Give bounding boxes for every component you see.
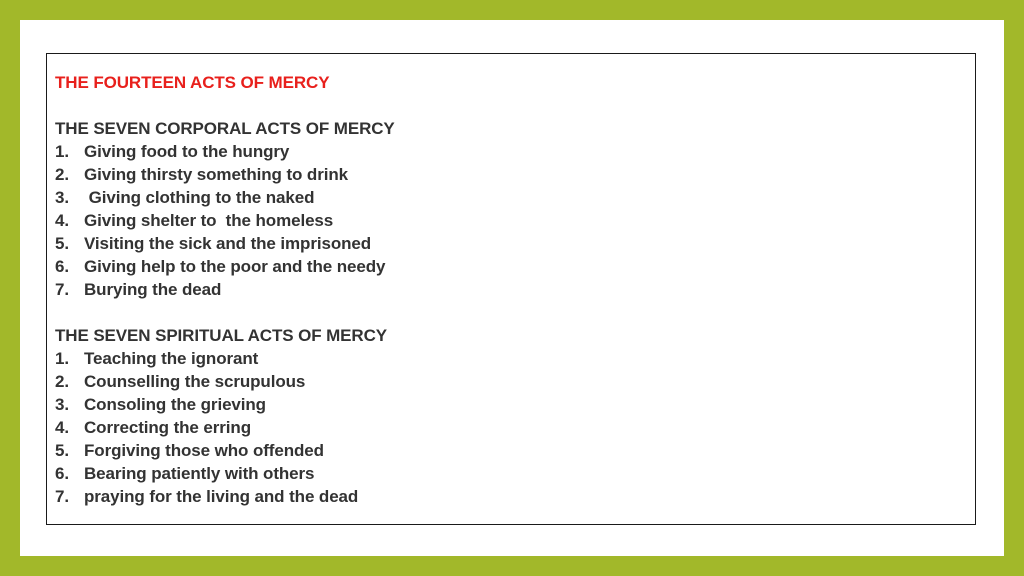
item-text: Visiting the sick and the imprisoned xyxy=(84,234,372,253)
item-number: 5. xyxy=(55,234,69,253)
content-box xyxy=(46,53,976,525)
item-text: Giving food to the hungry xyxy=(84,142,290,161)
list-item xyxy=(55,347,967,370)
list-item xyxy=(55,439,967,462)
item-number: 5. xyxy=(55,441,69,460)
list-item xyxy=(55,370,967,393)
list-item xyxy=(55,163,967,186)
item-text: Giving thirsty something to drink xyxy=(84,165,348,184)
item-number: 2. xyxy=(55,165,69,184)
corporal-heading: THE SEVEN CORPORAL ACTS OF MERCY xyxy=(55,119,395,138)
item-text: Correcting the erring xyxy=(84,418,251,437)
item-number: 7. xyxy=(55,280,69,299)
spacer xyxy=(55,94,967,117)
item-number: 1. xyxy=(55,142,69,161)
text-block xyxy=(55,71,967,508)
item-number: 3. xyxy=(55,188,69,207)
spiritual-acts-list xyxy=(55,347,967,508)
list-item xyxy=(55,462,967,485)
item-number: 7. xyxy=(55,487,69,506)
item-text: Teaching the ignorant xyxy=(84,349,259,368)
item-text: Giving help to the poor and the needy xyxy=(84,257,386,276)
list-item xyxy=(55,416,967,439)
list-item xyxy=(55,232,967,255)
item-number: 2. xyxy=(55,372,69,391)
list-item xyxy=(55,186,967,209)
item-text: Giving clothing to the naked xyxy=(84,188,315,207)
item-number: 4. xyxy=(55,211,69,230)
list-item xyxy=(55,140,967,163)
item-text: praying for the living and the dead xyxy=(84,487,359,506)
corporal-acts-list xyxy=(55,140,967,301)
item-number: 3. xyxy=(55,395,69,414)
list-item xyxy=(55,209,967,232)
item-number: 6. xyxy=(55,464,69,483)
item-number: 6. xyxy=(55,257,69,276)
list-item xyxy=(55,278,967,301)
list-item xyxy=(55,393,967,416)
item-text: Forgiving those who offended xyxy=(84,441,324,460)
item-text: Consoling the grieving xyxy=(84,395,266,414)
page-title: THE FOURTEEN ACTS OF MERCY xyxy=(55,73,330,92)
slide xyxy=(20,20,1004,556)
spiritual-heading: THE SEVEN SPIRITUAL ACTS OF MERCY xyxy=(55,326,388,345)
item-text: Giving shelter to the homeless xyxy=(84,211,334,230)
spacer xyxy=(55,301,967,324)
item-text: Counselling the scrupulous xyxy=(84,372,306,391)
list-item xyxy=(55,255,967,278)
item-number: 1. xyxy=(55,349,69,368)
item-text: Bearing patiently with others xyxy=(84,464,315,483)
item-text: Burying the dead xyxy=(84,280,222,299)
list-item xyxy=(55,485,967,508)
item-number: 4. xyxy=(55,418,69,437)
